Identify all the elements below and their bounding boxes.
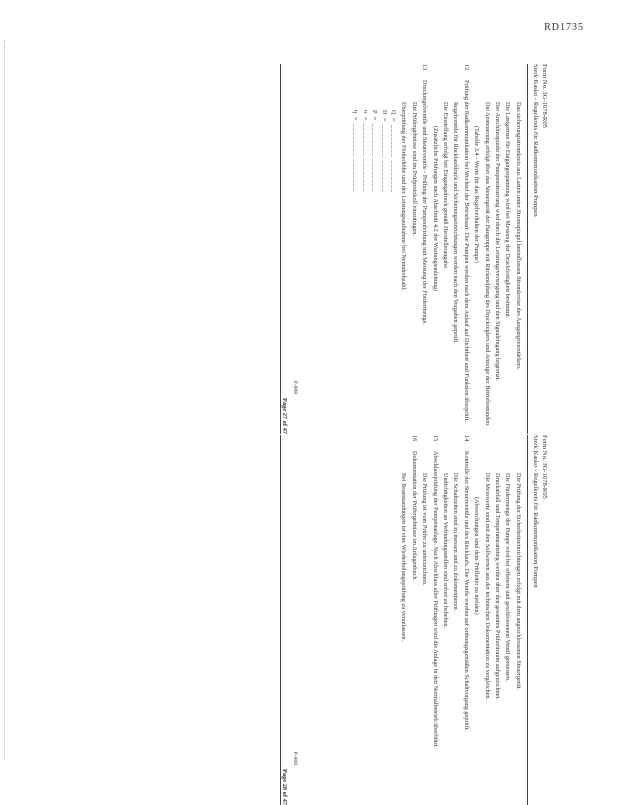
item-list: [399, 435, 523, 805]
item-text: Der Anschlusspunkt der Pumpensteuerung wird durch die Leistungsversorgung und den Signaleingang begrenzt.: [494, 102, 501, 381]
blank-field: Q = ________ ________: [389, 110, 397, 194]
item-number: [409, 86, 418, 102]
list-item: [482, 435, 491, 805]
item-number: [451, 457, 460, 473]
item-number: [513, 86, 522, 102]
document-id: RD1735: [544, 22, 584, 33]
scan-edge-mark: [4, 40, 6, 760]
item-number: 15: [431, 435, 439, 442]
list-item: [441, 435, 450, 805]
item-number: [482, 86, 491, 102]
item-text: Die Prüfergebnisse sind im Prüfprotokoll einzutragen.: [410, 102, 418, 236]
item-text: Die Schaltzeiten sind zu messen und zu dokumentieren.: [452, 473, 460, 612]
list-item: [451, 435, 460, 805]
header-rule: [527, 64, 528, 434]
item-number: [430, 110, 439, 126]
list-item: [461, 435, 470, 805]
item-number: [441, 457, 450, 473]
item-number: [493, 86, 502, 102]
list-item: [399, 64, 408, 434]
list-item: [513, 435, 522, 805]
list-item: [472, 435, 481, 805]
page-footer: [278, 435, 299, 805]
blank-field: H = ________ ________: [380, 110, 388, 194]
item-number: [472, 110, 481, 126]
list-item: [472, 64, 481, 434]
list-item: [513, 64, 522, 434]
page-number: Page 27 of 47: [281, 397, 289, 434]
item-number: 12: [462, 64, 470, 71]
list-item: [493, 64, 502, 434]
item-number: [451, 86, 460, 102]
list-item: [461, 64, 470, 434]
list-item: [430, 64, 439, 434]
item-text: Druckregelventile und Steuerventile - Prüfung der Pumpenleistung mit Messung der Fördermenge.: [421, 80, 429, 325]
reference-code: P-008: [292, 380, 299, 394]
item-text: Die Messwerte sind mit den Sollwerten aus der technischen Dokumentation zu vergleichen.: [483, 473, 491, 701]
item-text: (Abweichungen sind dem Prüfleiter zu melden): [473, 497, 481, 615]
item-text: Undichtigkeiten an Verbindungsstellen sind sofort zu beheben.: [441, 473, 449, 629]
item-number: [441, 86, 450, 102]
list-item: [503, 435, 512, 805]
page-header: [531, 64, 548, 434]
item-number: [482, 457, 491, 473]
page-top: [278, 64, 548, 434]
header-rule: [527, 435, 528, 805]
list-item: [420, 435, 429, 805]
footer-rule: [280, 435, 281, 805]
form-number: Form No. 3G-1678-R05: [541, 64, 548, 128]
list-item: [503, 64, 512, 434]
item-text: Die Prüfung der Sicherheitseinrichtungen erfolgt mit dem angeschlossenen Steuergerät.: [514, 473, 522, 690]
item-number: 14: [462, 435, 470, 442]
item-text: Das sicherungsstromkreis aus Lasten unter Stromspiegel beeinflussen Stromkreise des Ausgangsverstärkers.: [514, 102, 522, 371]
item-text: Überprüfung der Förderhöhe und der Leistungsaufnahme bei Nenndrehzahl.: [400, 102, 408, 291]
item-number: 13: [421, 64, 429, 71]
item-number: [503, 457, 512, 473]
blank-field: η = ________ ________: [352, 110, 360, 192]
list-item: [482, 64, 491, 434]
item-text: Abschlussprüfung der Pumpenanlage. Nach Abschluss aller Prüfungen wird die Anlage in den Normalbetrieb überführt.: [431, 451, 439, 748]
list-item: [430, 435, 439, 805]
item-text: Dokumentation der Prüfergebnisse im Anlagenbuch.: [410, 451, 418, 581]
item-number: [513, 457, 522, 473]
item-number: [493, 457, 502, 473]
list-item: [441, 64, 450, 434]
list-item: [409, 64, 418, 434]
item-number: [399, 457, 408, 473]
item-text: (Tabelle 3.4 - Werte für das Regelverhalten der Pumpe): [473, 126, 481, 263]
item-text: Die Prüfung ist vom Prüfer zu unterzeichnen.: [421, 473, 429, 586]
page-bottom: [278, 435, 548, 805]
item-number: [399, 86, 408, 102]
item-text: Die Fördermenge der Pumpe wird bei offenem und geschlossenem Ventil gemessen.: [504, 473, 512, 682]
form-title: Sterk Kasko - Regelkreis für Radkommunikation Pumpen: [532, 435, 540, 588]
item-text: Druckabfall und Temperaturanstieg werden über den gesamten Prüfzeitraum aufgezeichnet.: [494, 473, 501, 700]
list-item: [420, 64, 429, 434]
list-item: [399, 435, 408, 805]
page-number: Page 28 of 47: [281, 768, 289, 805]
item-text: Kontrolle der Steuerventile und des Rücklaufs. Die Ventile werden auf ordnungsgemäßen Schaltvorgang geprüft.: [462, 451, 470, 731]
item-number: [503, 86, 512, 102]
item-text: Regelventile für Rücklaufdruck und Sicherungseinrichtungen werden nach den Vorgaben geprüft.: [452, 102, 460, 344]
item-number: 16: [410, 435, 418, 442]
item-text: Die Einstellung erfolgt bei Eingangsdruck gemäß Herstellerangabe.: [441, 102, 449, 270]
item-text: Die Ansteuerung erfolgt über das Steuergerät der Baugruppe mit Rückmeldung des Druckreglers und Anzeige der Betriebsstunden.: [483, 102, 491, 427]
blank-fields: [351, 64, 398, 434]
blank-field: P = ________ ________: [371, 110, 379, 192]
blank-field: n = ________ ________: [361, 110, 369, 192]
item-list: [399, 64, 523, 434]
list-item: [493, 435, 502, 805]
form-title: Sterk Kasko - Regelkreis für Radkommunikation Pumpen: [532, 64, 540, 217]
list-item: [451, 64, 460, 434]
form-number: Form No. 3G-1678-R05: [541, 435, 548, 499]
page-header: [531, 435, 548, 805]
item-text: Bei Beanstandungen ist eine Wiederholungsprüfung zu veranlassen.: [400, 473, 408, 642]
item-text: Prüfung der Radkommunikation bei Wechsel der Betriebsart. Die Pumpen werden nach dem Anlauf auf Dichtheit und Funktion überprüft.: [462, 80, 470, 422]
reference-code: P-008: [292, 751, 299, 765]
item-text: Die Lastgrenze für Eingangsspannung wird bei Messung der Druckfestigkeit bestimmt.: [504, 102, 512, 319]
list-item: [409, 435, 418, 805]
footer-rule: [280, 64, 281, 434]
item-number: [472, 481, 481, 497]
page-footer: [278, 64, 299, 434]
item-text: (Zusätzliche Prüfungen nach Abschnitt 4.2 der Wartungsanleitung): [431, 126, 439, 292]
item-number: [420, 457, 429, 473]
